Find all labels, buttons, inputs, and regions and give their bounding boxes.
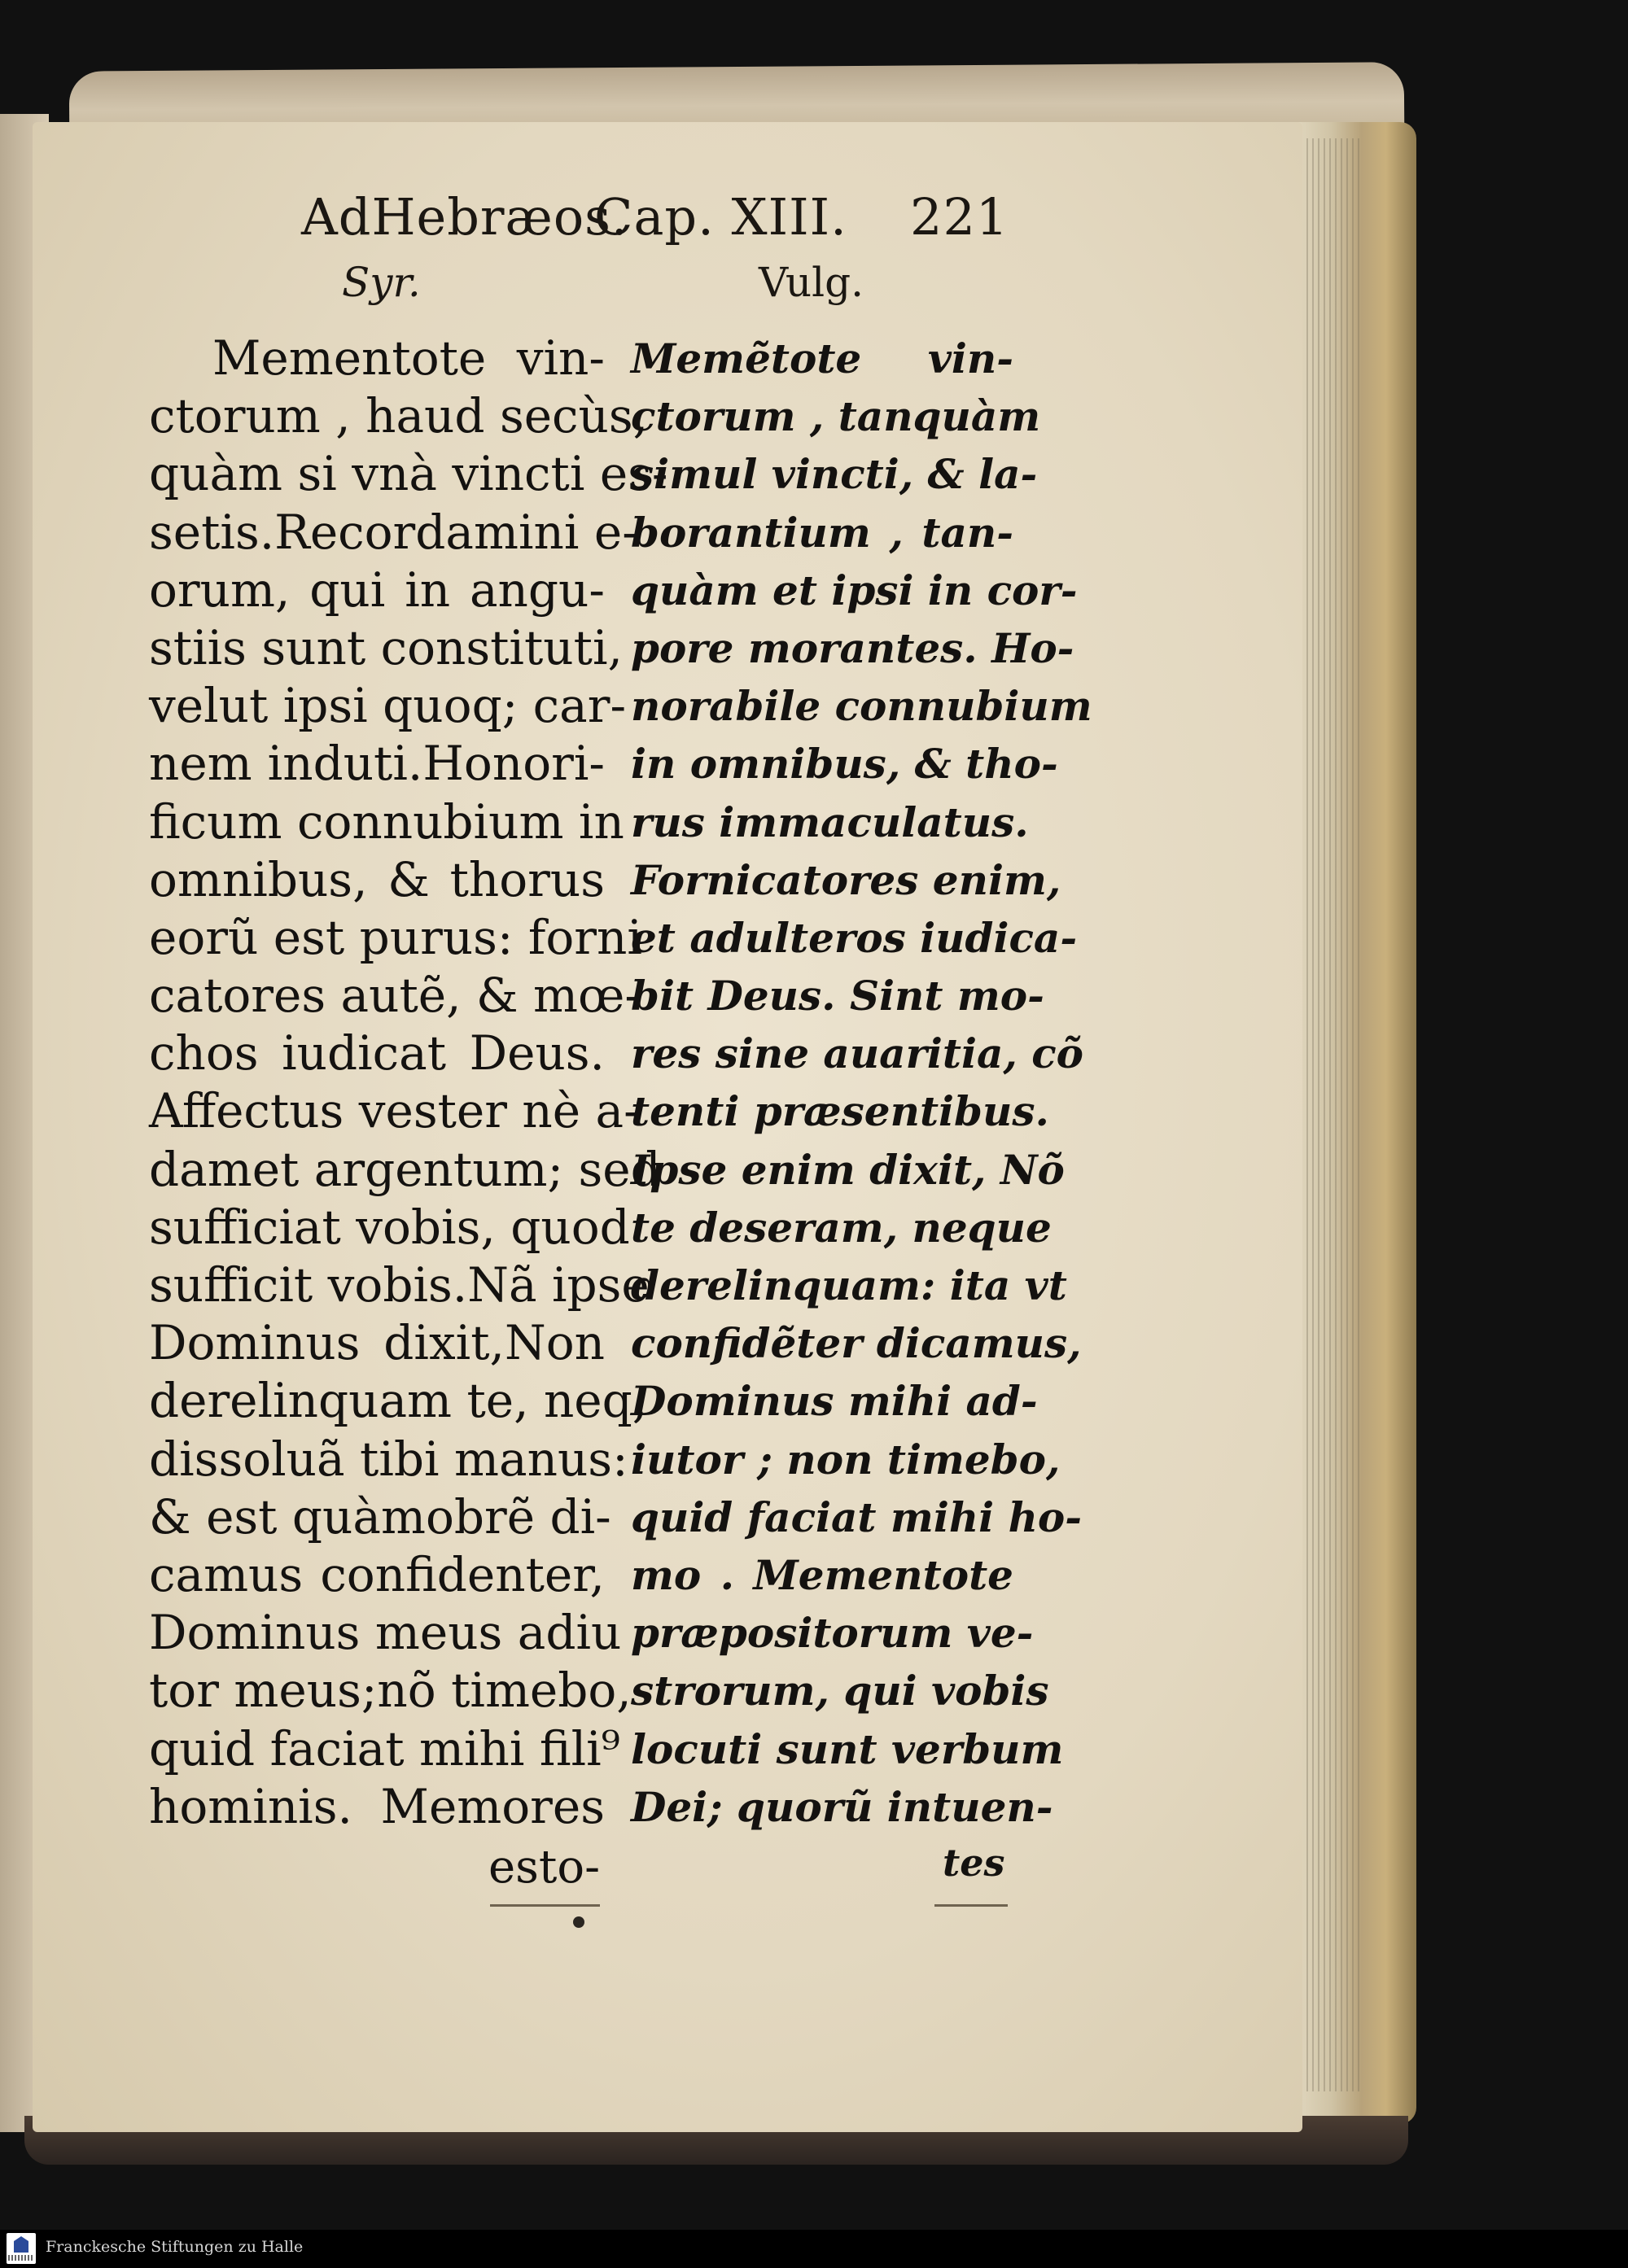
text-line: strorum, qui vobis — [631, 1667, 1049, 1715]
text-line: derelinquam: ita vt — [631, 1261, 1067, 1309]
text-line: Dominus meus adiu — [149, 1605, 622, 1661]
text-line: præpositorum ve- — [631, 1609, 1034, 1658]
text-line: simul vincti, & la- — [631, 450, 1038, 499]
text-line: chos iudicat Deus. — [149, 1025, 605, 1082]
text-line: Fornicatores enim, — [631, 855, 1061, 904]
text-line: derelinquam te, neq; — [149, 1373, 649, 1429]
catchword-rule-right — [934, 1904, 1008, 1907]
institution-logo-icon — [7, 2233, 36, 2264]
text-line: sufficit vobis.Nã ipse — [149, 1257, 650, 1313]
text-line: nem induti.Honori- — [149, 736, 605, 792]
text-line: setis.Recordamini e- — [149, 504, 638, 560]
text-line: pore morantes. Ho- — [631, 623, 1074, 672]
text-line: ctorum , haud secùs, — [149, 388, 649, 444]
text-line: quid faciat mihi fili⁹ — [149, 1720, 620, 1776]
column-label-vulg: Vulg. — [759, 259, 864, 306]
catchword-left: esto- — [488, 1841, 601, 1894]
text-line: te deseram, neque — [631, 1203, 1052, 1252]
catchword-right: tes — [943, 1841, 1005, 1885]
text-line: catores autẽ, & mœ- — [149, 968, 641, 1024]
building-icon — [14, 2236, 28, 2253]
text-line: rus immaculatus. — [631, 798, 1029, 846]
running-header — [301, 187, 1009, 252]
header-title: AdHebræos. — [301, 187, 628, 247]
text-line: Dei; quorũ intuen- — [631, 1782, 1053, 1831]
text-line: Affectus vester nè a- — [149, 1083, 640, 1139]
text-line: Dominus dixit,Non — [149, 1315, 605, 1371]
text-line: mo . Mementote — [631, 1550, 1013, 1599]
text-line: norabile connubium — [631, 682, 1092, 731]
text-line: tor meus;nõ timebo, — [149, 1663, 632, 1719]
vulgate-translation-column — [631, 330, 1092, 1836]
footer-bar — [0, 2230, 1628, 2268]
text-line: damet argentum; sed — [149, 1141, 661, 1197]
text-line: iutor ; non timebo, — [631, 1435, 1061, 1484]
text-line: ctorum , tanquàm — [631, 392, 1041, 441]
text-line: borantium , tan- — [631, 508, 1013, 557]
text-line: res sine auaritia, cõ — [631, 1029, 1084, 1078]
text-line: & est quàmobrẽ di- — [149, 1488, 611, 1545]
logo-caption-mark — [8, 2255, 34, 2261]
text-line: ficum connubium in — [149, 793, 624, 850]
text-line: Memẽtote vin- — [631, 334, 1013, 382]
text-line: dissoluã tibi manus: — [149, 1431, 628, 1487]
catchword-rule-left — [490, 1904, 600, 1907]
syriac-translation-column — [149, 330, 668, 1836]
text-line: bit Deus. Sint mo- — [631, 972, 1044, 1020]
page-number: 221 — [910, 187, 1009, 247]
text-line: et adulteros iudica- — [631, 913, 1078, 962]
text-line: confidẽter dicamus, — [631, 1319, 1082, 1368]
ink-dot — [573, 1916, 584, 1928]
header-chapter: Cap. XIII. — [594, 187, 847, 247]
text-line: tenti præsentibus. — [631, 1087, 1049, 1136]
text-line: quid faciat mihi ho- — [631, 1492, 1083, 1541]
text-line: omnibus, & thorus — [149, 851, 605, 907]
text-line: quàm et ipsi in cor- — [631, 566, 1078, 614]
text-line: Mementote vin- — [212, 330, 605, 386]
column-label-syr: Syr. — [342, 259, 421, 306]
text-line: stiis sunt constituti, — [149, 619, 623, 675]
text-line: Dominus mihi ad- — [631, 1377, 1038, 1426]
text-line: hominis. Memores — [149, 1778, 605, 1834]
text-line: Ipse enim dixit, Nõ — [631, 1145, 1065, 1194]
page-stack-lines — [1306, 138, 1363, 2091]
text-line: velut ipsi quoq; car- — [149, 678, 627, 734]
text-line: orum, qui in angu- — [149, 562, 605, 618]
text-line: locuti sunt verbum — [631, 1724, 1064, 1773]
text-line: quàm si vnà vincti es- — [149, 446, 668, 502]
text-line: eorũ est purus: forni — [149, 909, 642, 965]
text-line: in omnibus, & tho- — [631, 740, 1058, 789]
institution-name: Franckesche Stiftungen zu Halle — [46, 2238, 304, 2256]
text-line: camus confidenter, — [149, 1546, 605, 1602]
text-line: sufficiat vobis, quod — [149, 1199, 630, 1255]
